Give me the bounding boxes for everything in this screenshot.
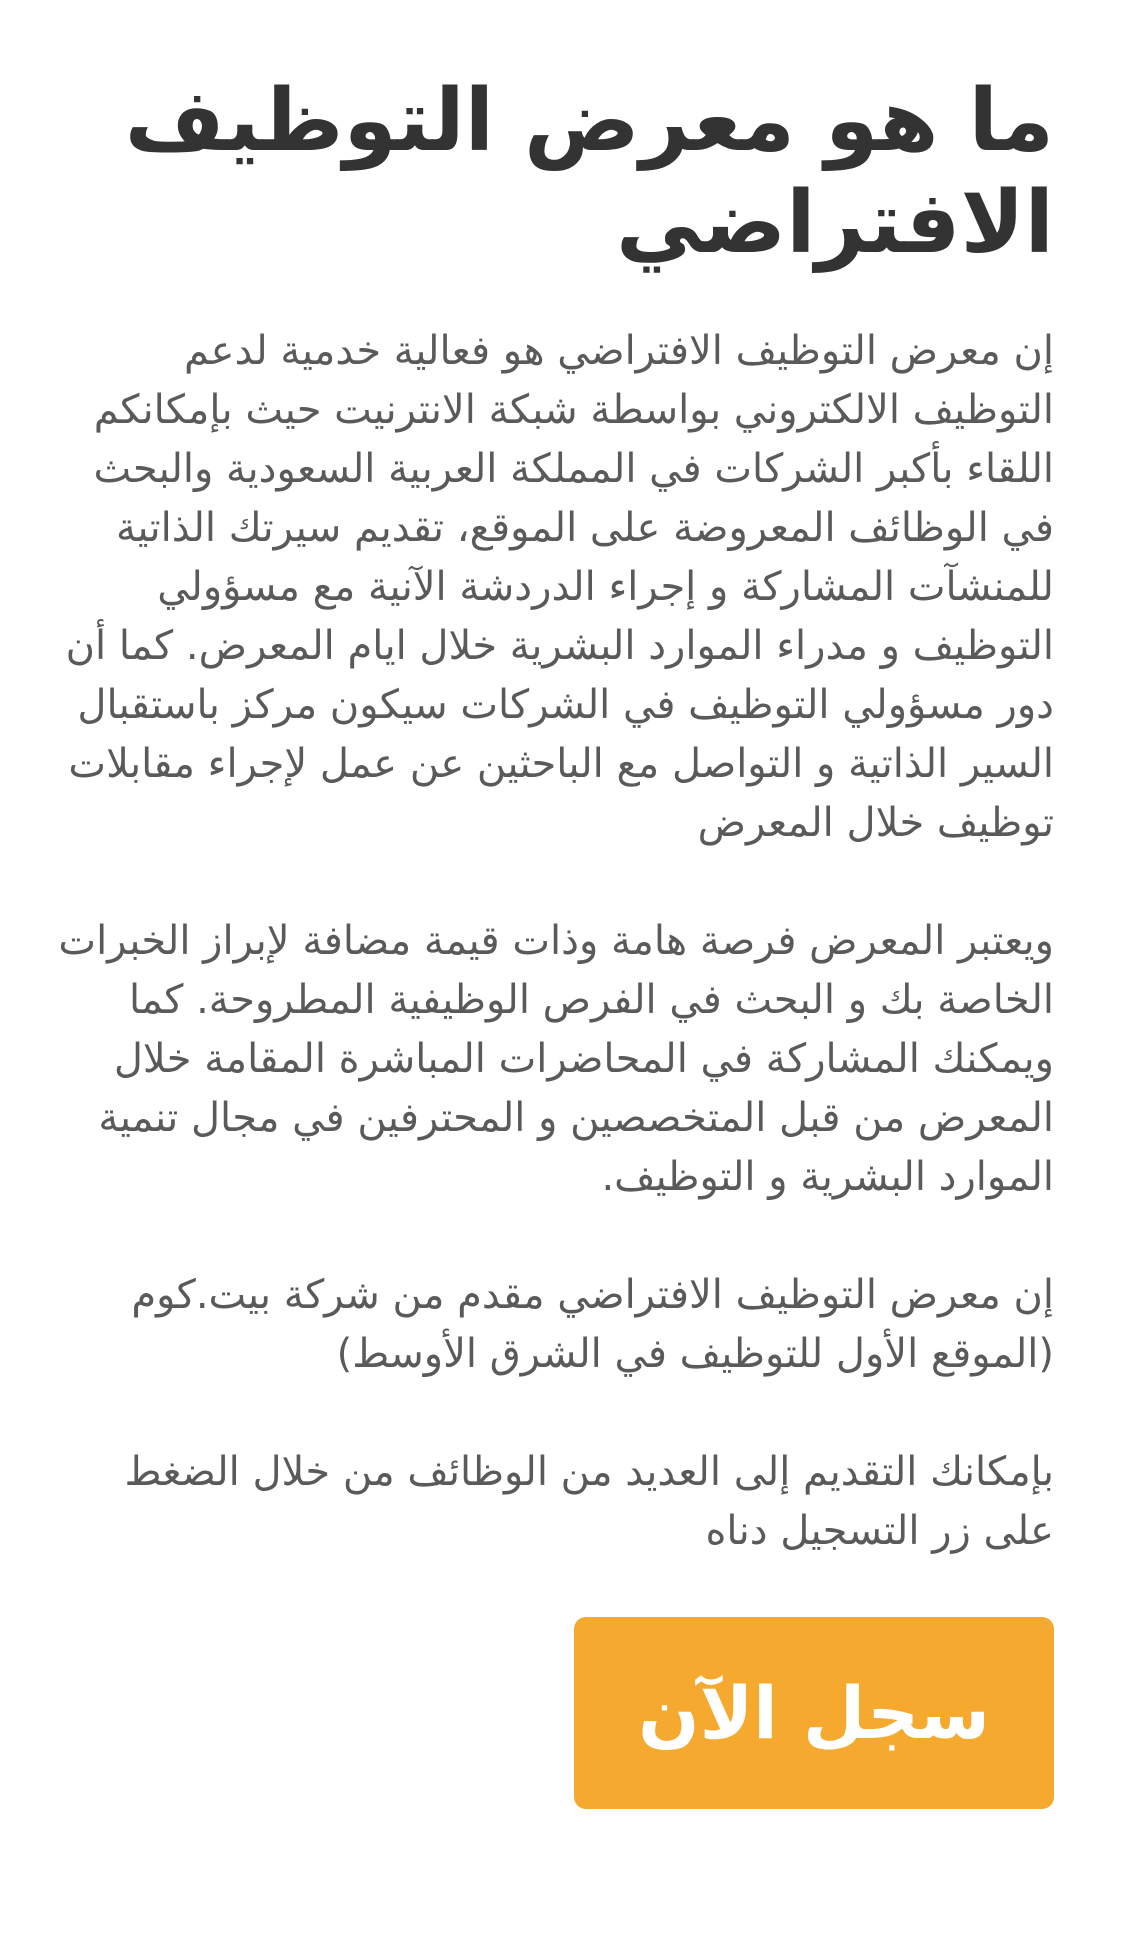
register-now-button[interactable]: سجل الآن	[574, 1617, 1054, 1809]
value-paragraph: ويعتبر المعرض فرصة هامة وذات قيمة مضافة لإبراز الخبرات الخاصة بك و البحث في الفرص الوظيفية المطروحة. كما ويمكنك المشاركة في المحاضرات المباشرة المقامة خلال المعرض من قبل المتخصصين و المحترفين في مجال تنمية الموارد البشرية و التوظيف.	[58, 918, 1054, 1200]
cta-container	[54, 1617, 1054, 1809]
intro-paragraph: إن معرض التوظيف الافتراضي هو فعالية خدمية لدعم التوظيف الالكتروني بواسطة شبكة الانترنيت حيث بإمكانكم اللقاء بأكبر الشركات في المملكة العربية السعودية والبحث في الوظائف المعروضة على الموقع، تقديم سيرتك الذاتية للمنشآت المشاركة و إجراء الدردشة الآنية مع مسؤولي التوظيف و مدراء الموارد البشرية خلال ايام المعرض. كما أن دور مسؤولي التوظيف في الشركات سيكون مركز باستقبال السير الذاتية و التواصل مع الباحثين عن عمل لإجراء مقابلات توظيف خلال المعرض	[65, 328, 1054, 846]
page-title: ما هو معرض التوظيف الافتراضي	[124, 71, 1054, 273]
apply-paragraph: بإمكانك التقديم إلى العديد من الوظائف من خلال الضغط على زر التسجيل دناه	[124, 1449, 1054, 1554]
main-content	[54, 70, 1054, 1809]
provider-paragraph: إن معرض التوظيف الافتراضي مقدم من شركة بيت.كوم (الموقع الأول للتوظيف في الشرق الأوسط)	[131, 1272, 1054, 1377]
